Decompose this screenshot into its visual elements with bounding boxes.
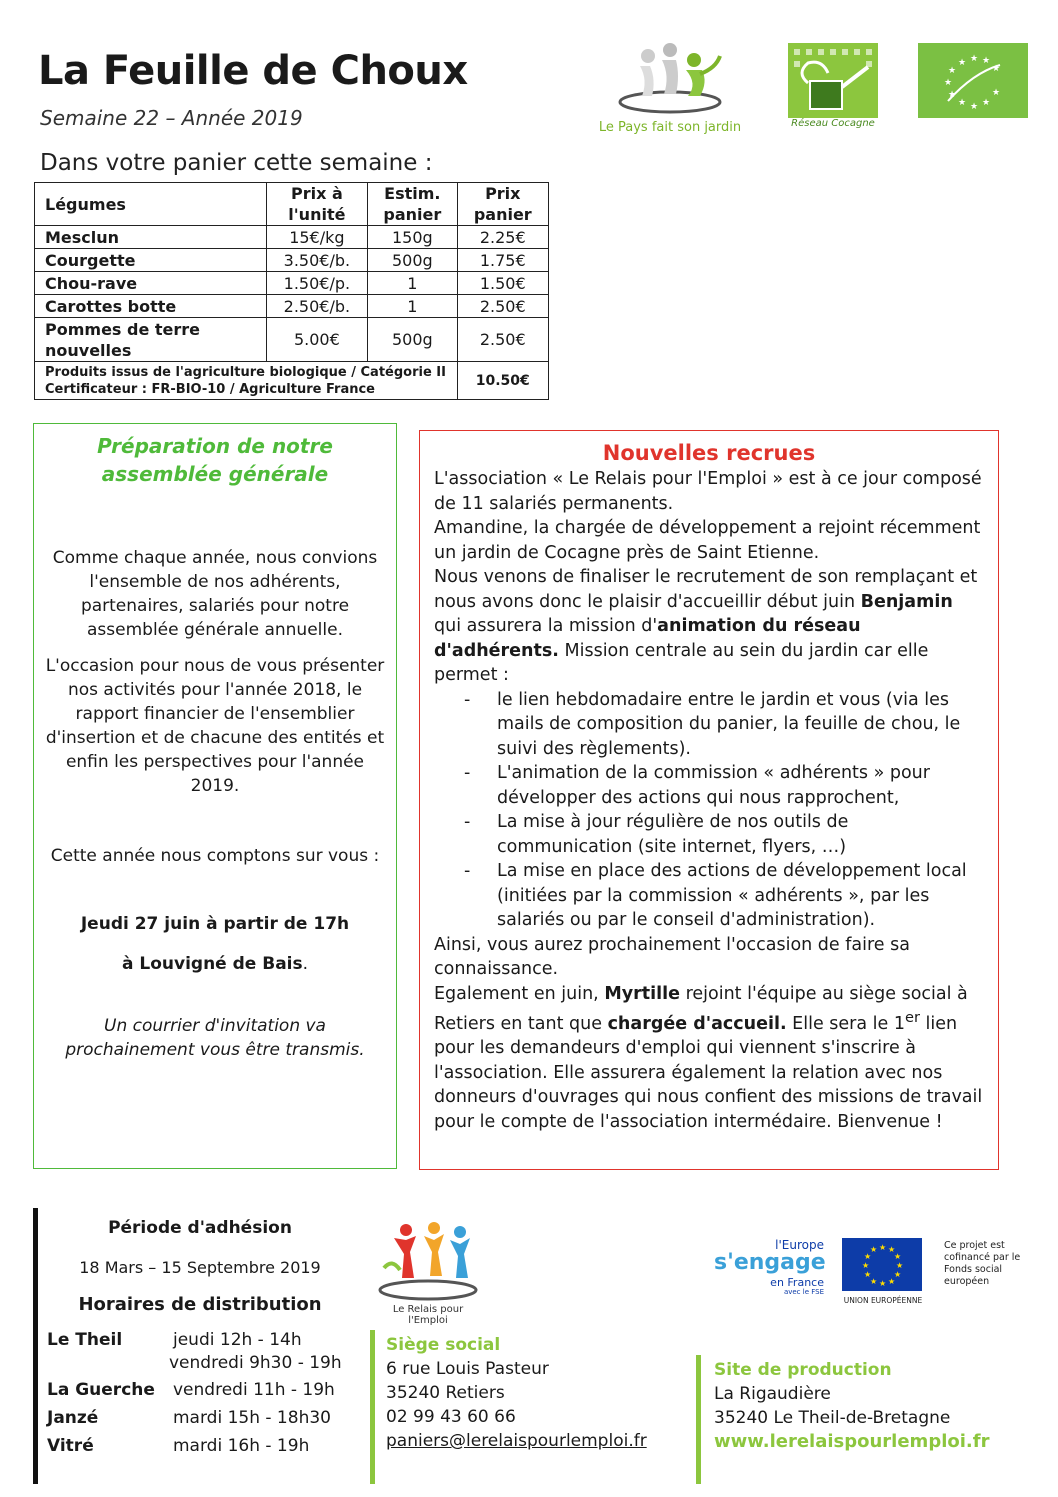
section-divider-green [696,1355,701,1484]
assembly-para-2: L'occasion pour nous de vous présenter nos activités pour l'année 2018, le rapport financier de l'ensemblier d'insertion et de chacune des entités et enfin les perspectives pour l'année 2019. [45,656,385,796]
assembly-invite: Un courrier d'invitation va prochainement vous être transmis. [65,1016,365,1060]
veg-price: 1.50€ [457,272,548,295]
section-divider-black [33,1208,38,1484]
eu-engage-line-2: s'engage [714,1250,826,1275]
table-row [35,318,549,362]
svg-text:★: ★ [958,58,967,68]
veg-estim: 500g [368,249,457,272]
eu-engage-line-1: l'Europe [775,1238,824,1252]
membership-title: Période d'adhésion [108,1218,292,1238]
veg-price: 2.25€ [457,226,548,249]
eu-engage-line-3: en France [770,1276,824,1289]
recruits-text: Elle sera le 1 [786,1013,905,1034]
svg-text:★: ★ [864,1270,872,1279]
veg-name: Pommes de terre nouvelles [35,318,267,362]
assembly-date: Jeudi 27 juin à partir de 17h [80,914,350,934]
website-link[interactable]: www.lerelaispourlemploi.fr [714,1431,990,1452]
certification-note [35,362,458,400]
eu-flag-logo [842,1238,922,1291]
header-legumes: Légumes [35,183,267,226]
schedule-city: Vitré [47,1436,94,1456]
production-address-line-1: La Rigaudière [714,1384,831,1404]
svg-text:★: ★ [982,56,991,66]
eu-stars-icon [842,1238,922,1291]
schedule-time: vendredi 11h - 19h [173,1380,335,1400]
people-circle-icon [590,40,750,120]
recruits-title: Nouvelles recrues [602,441,816,465]
svg-text:★: ★ [870,1277,878,1286]
basket-heading: Dans votre panier cette semaine : [40,150,433,176]
siege-address-line-2: 35240 Retiers [386,1383,505,1403]
recruits-text: qui assurera la mission d' [434,616,658,636]
europe-engage-logo [714,1238,824,1298]
svg-text:★: ★ [970,54,979,64]
recruits-text: Mission centrale au sein du jardin car elle permet : [434,640,929,685]
schedule-city: Janzé [47,1408,99,1428]
veg-name: Carottes botte [35,295,267,318]
list-item: - La mise à jour régulière de nos outils de communication (site internet, flyers, …) [464,810,984,859]
svg-text:★: ★ [870,1245,878,1254]
svg-text:★: ★ [958,98,967,108]
veg-estim: 1 [368,295,457,318]
eu-union-label: UNION EUROPÉENNE [843,1296,923,1305]
svg-text:★: ★ [970,102,979,112]
svg-text:★: ★ [888,1277,896,1286]
schedule-time: jeudi 12h - 14h [173,1330,302,1350]
veg-estim: 1 [368,272,457,295]
recruit-name-myrtille: Myrtille [604,983,680,1004]
header-estim-panier: Estim. panier [368,183,457,226]
pays-jardin-logo [590,40,750,140]
recruits-text: rejoint l'équipe au siège social à Retiers en tant que [434,983,968,1034]
eu-organic-leaf-icon [918,43,1028,118]
list-item: - le lien hebdomadaire entre le jardin et vous (via les mails de composition du panier, la feuille de chou, le suivi des règlements). [464,688,984,762]
eu-cofinance-note: Ce projet est cofinancé par le Fonds social européen [944,1240,1021,1287]
siege-title: Siège social [386,1335,501,1355]
reseau-cocagne-text: Réseau Cocagne [791,118,875,129]
assembly-place: à Louvigné de Bais [121,954,303,974]
recruit-role: chargée d'accueil. [607,1013,787,1034]
recruits-para-5 [434,982,984,1135]
hours-title: Horaires de distribution [78,1294,322,1315]
veg-unit-price: 2.50€/b. [266,295,368,318]
assembly-place-line [44,952,386,976]
recruits-text: Nous venons de finaliser le recrutement de son remplaçant et nous avons donc le plaisir d'accueillir début juin [434,567,978,612]
siege-social-block [386,1333,647,1453]
veg-unit-price: 3.50€/b. [266,249,368,272]
svg-text:★: ★ [948,66,957,76]
veg-estim: 500g [368,318,457,362]
table-row [35,249,549,272]
eu-organic-logo [918,43,1028,118]
svg-text:★: ★ [948,90,957,100]
table-row [35,295,549,318]
recruits-para-3 [434,565,984,688]
recruit-mission: animation du réseau d'adhérents. [434,616,861,661]
veg-name: Mesclun [35,226,267,249]
svg-text:★: ★ [894,1270,902,1279]
siege-email-link[interactable]: paniers@lerelaispourlemploi.fr [386,1431,647,1451]
superscript-er: er [904,1009,920,1026]
schedule-city: Le Theil [47,1330,123,1350]
svg-text:★: ★ [982,98,991,108]
list-item: - La mise en place des actions de développement local (initiées par la commission « adhérents », par les salariés ou par le conseil d'administration). [464,859,984,933]
schedule-city: La Guerche [47,1380,155,1400]
recruits-box [419,430,999,1170]
header-prix-unite: Prix à l'unité [266,183,368,226]
svg-text:★: ★ [879,1279,887,1288]
basket-table [34,182,549,400]
svg-text:★: ★ [992,88,1001,98]
list-item: - L'animation de la commission « adhérents » pour développer des actions qui nous rapprochent, [464,761,984,810]
veg-name: Courgette [35,249,267,272]
veg-price: 2.50€ [457,295,548,318]
table-row [35,226,549,249]
production-address-line-2: 35240 Le Theil-de-Bretagne [714,1408,951,1428]
assembly-para-3: Cette année nous comptons sur vous : [50,846,380,866]
svg-text:★: ★ [862,1261,870,1270]
recruits-para-2: Amandine, la chargée de développement a rejoint récemment un jardin de Cocagne près de Saint Etienne. [434,518,981,563]
recruits-para-4: Ainsi, vous aurez prochainement l'occasion de faire sa connaissance. [434,934,910,979]
recruits-text: lien pour les demandeurs d'emploi qui viennent s'inscrire à l'association. Elle assurera également la relation avec nos donneurs d'ouvrages qui nous confient des missions de travail pour le compte de l'association intermédaire. Bienvenue ! [434,1013,983,1132]
assembly-place-end: . [302,954,309,974]
table-row [35,272,549,295]
eu-engage-line-4: avec le FSE [783,1288,824,1296]
table-footer-row [35,362,549,400]
veg-price: 1.75€ [457,249,548,272]
recruit-name-benjamin: Benjamin [860,591,953,612]
certification-line-2: Certificateur : FR-BIO-10 / Agriculture France [45,381,375,397]
production-title: Site de production [714,1360,892,1380]
relais-emploi-text: Le Relais pour l'Emploi [392,1304,464,1326]
schedule-time: mardi 15h - 18h30 [173,1408,331,1428]
schedule-time: vendredi 9h30 - 19h [169,1353,342,1373]
assembly-para-1: Comme chaque année, nous convions l'ensemble de nos adhérents, partenaires, salariés pour notre assemblée générale annuelle. [52,548,378,640]
veg-estim: 150g [368,226,457,249]
certification-line-1: Produits issus de l'agriculture biologique / Catégorie II [45,364,446,380]
svg-text:★: ★ [888,1245,896,1254]
veg-unit-price: 5.00€ [266,318,368,362]
recruits-para-1: L'association « Le Relais pour l'Emploi » est à ce jour composé de 11 salariés permanents. [434,469,982,514]
svg-text:★: ★ [879,1243,887,1252]
siege-address-line-1: 6 rue Louis Pasteur [386,1359,549,1379]
veg-unit-price: 15€/kg [266,226,368,249]
page-title: La Feuille de Choux [38,48,468,94]
watering-can-icon [788,43,878,118]
section-divider-green [370,1330,375,1484]
recruits-text: Egalement en juin, [434,983,605,1004]
veg-price: 2.50€ [457,318,548,362]
people-jumping-icon [372,1218,484,1304]
basket-total: 10.50€ [457,362,548,400]
mission-list [434,688,984,933]
svg-text:★: ★ [944,78,953,88]
svg-text:★: ★ [894,1252,902,1261]
svg-text:★: ★ [896,1261,904,1270]
veg-name: Chou-rave [35,272,267,295]
assembly-box [33,423,397,1169]
membership-dates: 18 Mars – 15 Septembre 2019 [79,1258,321,1277]
assembly-title: Préparation de notre assemblée générale [97,434,333,486]
siege-phone: 02 99 43 60 66 [386,1407,516,1427]
pays-jardin-text: Le Pays fait son jardin [598,120,742,135]
relais-emploi-logo [372,1218,484,1326]
table-header-row [35,183,549,226]
issue-subtitle: Semaine 22 – Année 2019 [40,106,303,130]
svg-text:★: ★ [992,64,1001,74]
production-site-block [714,1358,989,1454]
header-prix-panier: Prix panier [457,183,548,226]
veg-unit-price: 1.50€/p. [266,272,368,295]
schedule-time: mardi 16h - 19h [173,1436,310,1456]
svg-text:★: ★ [864,1252,872,1261]
